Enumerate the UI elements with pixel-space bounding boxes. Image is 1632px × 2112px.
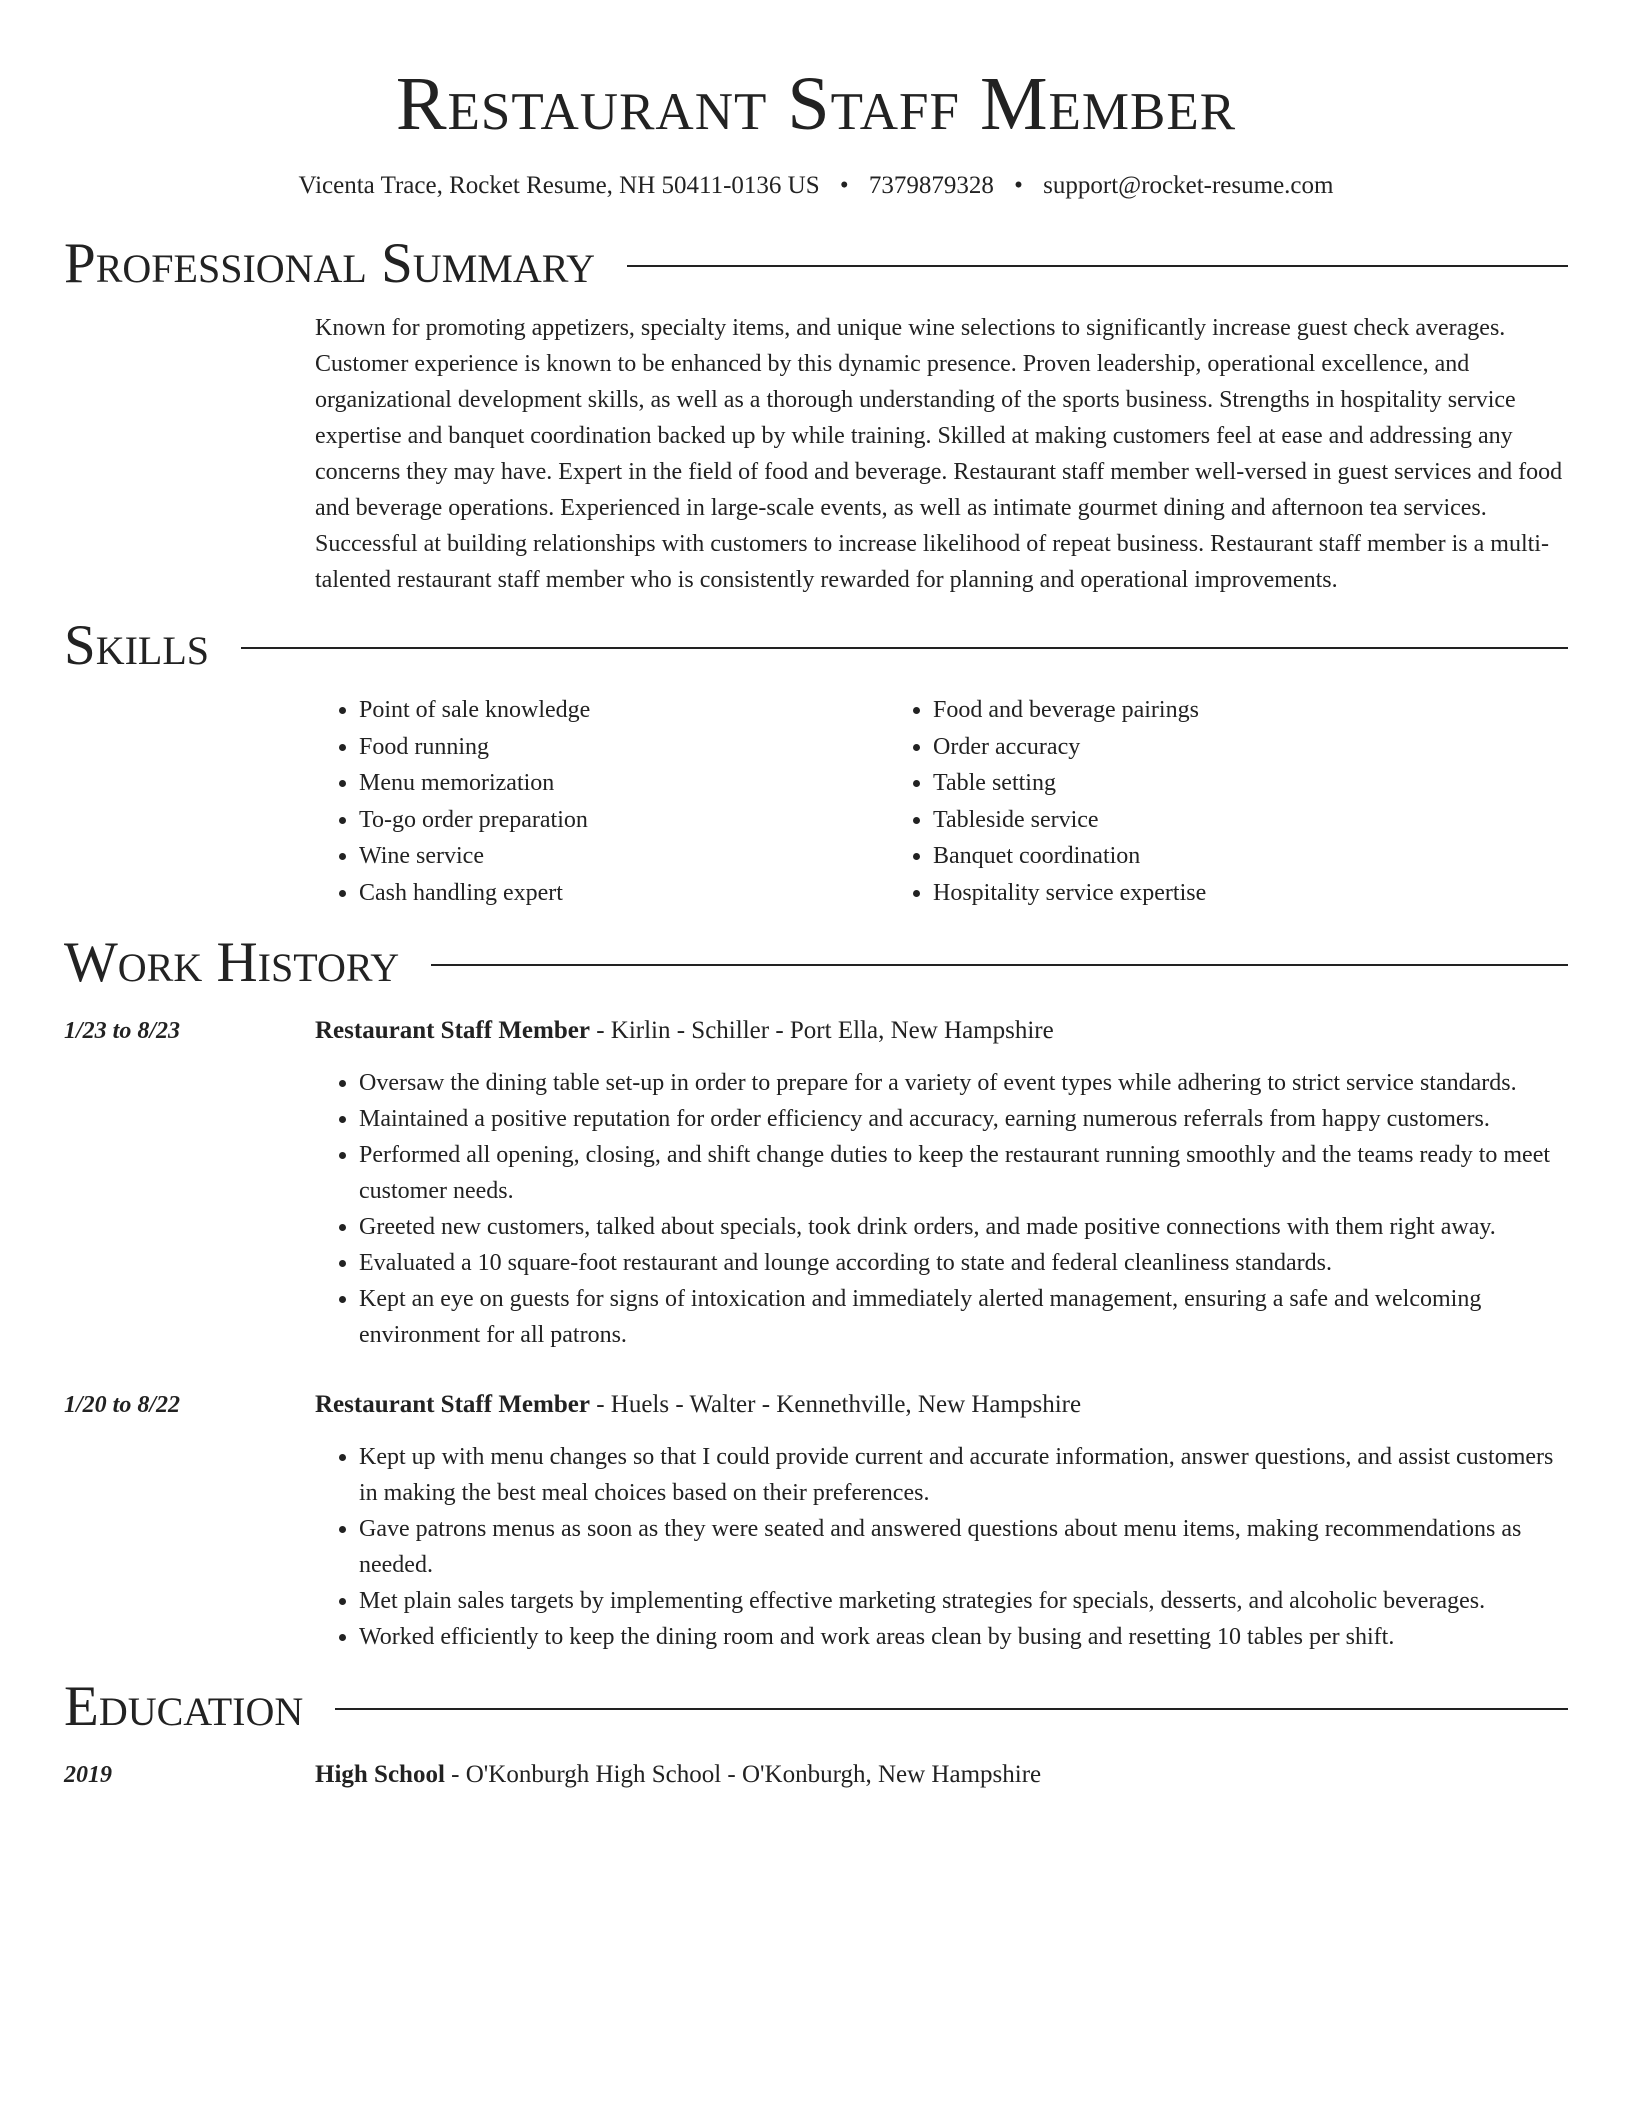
skill-item: • Banquet coordination [933, 838, 1568, 875]
job-heading [315, 1013, 1568, 1049]
job-entry [64, 1013, 1568, 1353]
skill-item: • Point of sale knowledge [359, 692, 889, 729]
skill-item: • To-go order preparation [359, 802, 889, 839]
job-role: Restaurant Staff Member [315, 1391, 590, 1418]
skill-item: • Menu memorization [359, 765, 889, 802]
contact-phone: 7379879328 [868, 172, 994, 199]
skills-section-title: Skills [64, 614, 210, 677]
job-bullet: • Performed all opening, closing, and shift change duties to keep the restaurant running smoothly and the teams ready to meet customer needs. [359, 1137, 1568, 1209]
skill-item: • Wine service [359, 838, 889, 875]
skill-item: • Food and beverage pairings [933, 692, 1568, 729]
skills-column-left [315, 692, 889, 911]
job-entry [64, 1387, 1568, 1655]
education-details: - O'Konburgh High School - O'Konburgh, New Hampshire [444, 1761, 1042, 1788]
skills-list [315, 692, 1568, 911]
contact-email: support@rocket-resume.com [1043, 172, 1334, 199]
section-divider [241, 647, 1568, 649]
summary-section-header [64, 232, 1568, 296]
education-heading [315, 1757, 1568, 1793]
contact-line [64, 170, 1568, 202]
job-body [315, 1387, 1568, 1655]
contact-separator: • [1014, 172, 1023, 199]
job-bullet: • Greeted new customers, talked about specials, took drink orders, and made positive connections with them right away. [359, 1209, 1568, 1245]
education-year: 2019 [64, 1762, 112, 1788]
work-section-title: Work History [64, 931, 400, 994]
job-details: - Kirlin - Schiller - Port Ella, New Hampshire [589, 1017, 1054, 1044]
skill-item: • Hospitality service expertise [933, 875, 1568, 912]
resume-name: Restaurant Staff Member [395, 62, 1237, 146]
job-bullet: • Gave patrons menus as soon as they were seated and answered questions about menu items, making recommendations as needed. [359, 1511, 1568, 1583]
job-role: Restaurant Staff Member [315, 1017, 590, 1044]
contact-separator: • [839, 172, 849, 199]
skills-section-header [64, 614, 1568, 678]
job-dates: 1/20 to 8/22 [64, 1392, 181, 1418]
contact-address: Vicenta Trace, Rocket Resume, NH 50411-0136 US [298, 172, 820, 199]
job-bullet: • Kept up with menu changes so that I could provide current and accurate information, answer questions, and assist customers in making the best meal choices based on their preferences. [359, 1439, 1568, 1511]
section-divider [627, 265, 1568, 267]
skill-item: • Table setting [933, 765, 1568, 802]
job-bullet: • Evaluated a 10 square-foot restaurant and lounge according to state and federal cleanliness standards. [359, 1245, 1568, 1281]
job-bullet: • Oversaw the dining table set-up in order to prepare for a variety of event types while adhering to strict service standards. [359, 1065, 1568, 1101]
job-bullet: • Kept an eye on guests for signs of intoxication and immediately alerted management, ensuring a safe and welcoming environment for all patrons. [359, 1281, 1568, 1353]
education-section-title: Education [64, 1675, 304, 1738]
summary-section-title: Professional Summary [64, 232, 596, 295]
job-bullets [315, 1065, 1568, 1353]
section-divider [431, 964, 1568, 966]
summary-text: Known for promoting appetizers, specialty items, and unique wine selections to significantly increase guest check averages. Customer experience is known to be enhanced by this dynamic presence. Proven leadership, operational excellence, and organizational development skills, as well as a thorough understanding of the sports business. Strengths in hospitality service expertise and banquet coordination backed up by while training. Skilled at making customers feel at ease and addressing any concerns they may have. Expert in the field of food and beverage. Restaurant staff member well-versed in guest services and food and beverage operations. Experienced in large-scale events, as well as intimate gourmet dining and afternoon tea services. Successful at building relationships with customers to increase likelihood of repeat business. Restaurant staff member is a multi-talented restaurant staff member who is consistently rewarded for planning and operational improvements. [315, 315, 1563, 593]
section-divider [335, 1708, 1568, 1710]
education-body [315, 1757, 1568, 1793]
skills-column-right [889, 692, 1568, 911]
education-degree: High School [315, 1761, 445, 1788]
education-section-header [64, 1675, 1568, 1739]
job-body [315, 1013, 1568, 1353]
job-bullet: • Met plain sales targets by implementing effective marketing strategies for specials, desserts, and alcoholic beverages. [359, 1583, 1568, 1619]
job-bullet: • Maintained a positive reputation for order efficiency and accuracy, earning numerous referrals from happy customers. [359, 1101, 1568, 1137]
skill-item: • Tableside service [933, 802, 1568, 839]
work-section-header [64, 931, 1568, 995]
job-bullet: • Worked efficiently to keep the dining room and work areas clean by busing and resetting 10 tables per shift. [359, 1619, 1568, 1655]
skill-item: • Cash handling expert [359, 875, 889, 912]
skill-item: • Food running [359, 729, 889, 766]
job-bullets [315, 1439, 1568, 1655]
job-dates: 1/23 to 8/23 [64, 1018, 181, 1044]
job-details: - Huels - Walter - Kennethville, New Hampshire [589, 1391, 1082, 1418]
education-entry [64, 1757, 1568, 1793]
job-heading [315, 1387, 1568, 1423]
skill-item: • Order accuracy [933, 729, 1568, 766]
